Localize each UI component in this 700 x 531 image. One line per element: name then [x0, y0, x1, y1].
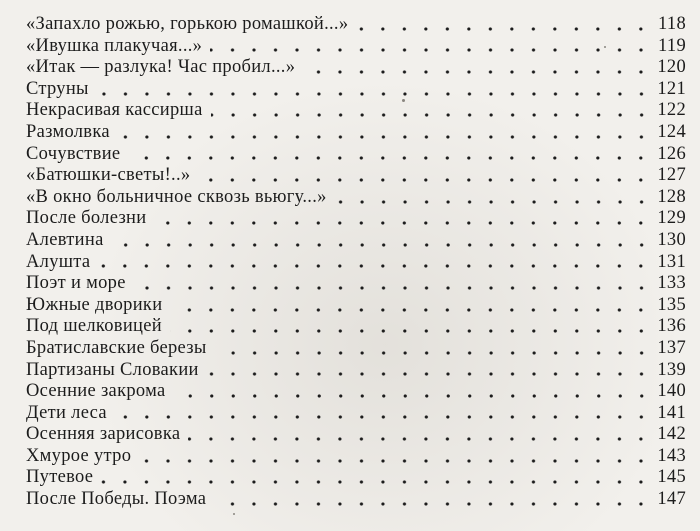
toc-dot-leader — [356, 27, 652, 31]
toc-entry-page: 121 — [657, 78, 686, 99]
toc-entry-page: 142 — [657, 424, 686, 445]
toc-dot-leader — [98, 264, 652, 268]
toc-entry — [26, 144, 686, 166]
toc-entry-title: «Итак — разлука! Час пробил...» — [26, 57, 296, 78]
toc-entry-title: Алушта — [26, 251, 91, 272]
toc-dot-leader — [139, 459, 652, 463]
toc-dot-leader — [101, 480, 652, 484]
toc-dot-leader — [188, 437, 652, 441]
toc-entry-title: Дети леса — [26, 402, 107, 423]
toc-entry-title: «Ивушка плакучая...» — [26, 35, 203, 56]
paper-speck — [604, 46, 606, 48]
table-of-contents — [26, 14, 686, 511]
toc-entry-page: 136 — [657, 316, 686, 337]
toc-entry-title: После Победы. Поэма — [26, 489, 207, 510]
toc-entry-title: Осенние закрома — [26, 381, 166, 402]
toc-entry-title: «Батюшки-светы!..» — [26, 165, 191, 186]
toc-dot-leader — [134, 286, 652, 290]
toc-entry-title: Осенняя зарисовка — [26, 424, 181, 445]
toc-entry-page: 140 — [657, 381, 686, 402]
toc-entry — [26, 187, 686, 209]
toc-entry-title: Сочувствие — [26, 143, 121, 164]
toc-entry-title: Поэт и море — [26, 273, 126, 294]
toc-entry-title: «Запахло рожью, горькою ромашкой...» — [26, 14, 349, 34]
toc-entry — [26, 446, 686, 468]
toc-dot-leader — [154, 221, 652, 225]
toc-entry-page: 130 — [657, 229, 686, 250]
toc-entry-page: 141 — [657, 402, 686, 423]
toc-entry-page: 120 — [657, 57, 686, 78]
toc-entry-title: Алевтина — [26, 229, 104, 250]
toc-entry-title: Братиславские березы — [26, 337, 207, 358]
toc-entry-title: Размолвка — [26, 121, 110, 142]
toc-entry — [26, 489, 686, 511]
toc-dot-leader — [170, 329, 652, 333]
toc-entry-page: 145 — [657, 467, 686, 488]
toc-dot-leader — [211, 113, 652, 117]
toc-entry-page: 147 — [657, 489, 686, 510]
toc-dot-leader — [335, 200, 652, 204]
toc-entry-page: 135 — [657, 294, 686, 315]
toc-entry — [26, 57, 686, 79]
toc-entry-page: 129 — [657, 208, 686, 229]
toc-entry-title: Партизаны Словакии — [26, 359, 199, 380]
toc-entry-page: 137 — [657, 337, 686, 358]
paper-speck — [233, 513, 235, 515]
toc-entry — [26, 316, 686, 338]
toc-entry — [26, 295, 686, 317]
toc-dot-leader — [170, 308, 652, 312]
toc-entry-page: 131 — [657, 251, 686, 272]
toc-entry-title: Хмурое утро — [26, 445, 132, 466]
paper-speck — [402, 99, 405, 102]
toc-dot-leader — [207, 372, 652, 376]
toc-entry-page: 133 — [657, 273, 686, 294]
toc-dot-leader — [97, 92, 652, 96]
toc-entry — [26, 252, 686, 274]
toc-entry — [26, 467, 686, 489]
toc-entry — [26, 273, 686, 295]
toc-entry-title: Некрасивая кассирша — [26, 100, 203, 121]
toc-entry-page: 143 — [657, 445, 686, 466]
toc-entry — [26, 122, 686, 144]
toc-entry — [26, 424, 686, 446]
toc-entry — [26, 165, 686, 187]
toc-entry — [26, 403, 686, 425]
toc-entry-page: 119 — [658, 35, 686, 56]
toc-dot-leader — [214, 502, 652, 506]
toc-dot-leader — [128, 156, 652, 160]
toc-entry-title: Под шелковицей — [26, 316, 162, 337]
toc-entry — [26, 100, 686, 122]
toc-entry — [26, 360, 686, 382]
toc-dot-leader — [174, 394, 653, 398]
toc-dot-leader — [115, 415, 652, 419]
toc-entry-page: 124 — [657, 121, 686, 142]
toc-dot-leader — [210, 48, 652, 52]
toc-dot-leader — [112, 243, 652, 247]
toc-entry-page: 126 — [657, 143, 686, 164]
toc-entry-page: 122 — [657, 100, 686, 121]
toc-dot-leader — [215, 351, 652, 355]
toc-dot-leader — [198, 178, 652, 182]
toc-entry — [26, 79, 686, 101]
toc-entry — [26, 338, 686, 360]
toc-entry — [26, 36, 686, 58]
toc-entry-page: 139 — [657, 359, 686, 380]
toc-entry-page: 128 — [657, 186, 686, 207]
toc-entry-title: «В окно больничное сквозь вьюгу...» — [26, 186, 327, 207]
toc-entry-page: 118 — [658, 14, 686, 34]
toc-entry-title: Путевое — [26, 467, 94, 488]
toc-entry — [26, 208, 686, 230]
toc-dot-leader — [303, 70, 652, 74]
toc-entry — [26, 381, 686, 403]
toc-dot-leader — [118, 135, 652, 139]
toc-entry — [26, 14, 686, 36]
toc-entry — [26, 230, 686, 252]
toc-entry-title: Струны — [26, 78, 89, 99]
toc-entry-title: Южные дворики — [26, 294, 163, 315]
toc-entry-title: После болезни — [26, 208, 147, 229]
toc-entry-page: 127 — [657, 165, 686, 186]
